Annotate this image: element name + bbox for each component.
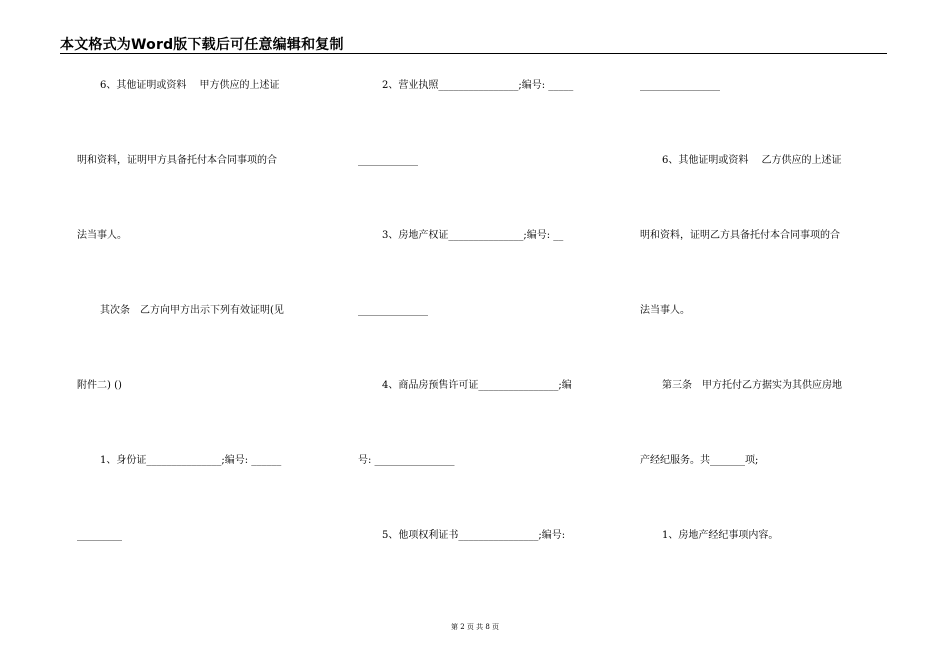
left-line-4: 其次条 乙方向甲方出示下列有效证明(见 <box>100 305 284 316</box>
header-divider <box>60 53 887 54</box>
middle-line-6: 号: ________________ <box>358 455 455 466</box>
right-line-4: 法当事人。 <box>640 305 690 316</box>
page-number-footer: 第 2 页 共 8 页 <box>450 623 500 631</box>
middle-line-1: 2、营业执照________________;编号: _____ <box>382 80 574 91</box>
left-line-3: 法当事人。 <box>77 230 127 241</box>
left-line-1: 6、其他证明或资料 甲方供应的上述证 <box>100 80 280 91</box>
right-line-2: 6、其他证明或资料 乙方供应的上述证 <box>662 155 842 166</box>
left-line-6: 1、身份证_______________;编号: ______ <box>100 455 282 466</box>
right-line-3: 明和资料，证明乙方具备托付本合同事项的合 <box>640 230 840 241</box>
right-line-6: 产经纪服务。共_______项; <box>640 455 759 466</box>
middle-line-3: 3、房地产权证_______________;编号: __ <box>382 230 564 241</box>
left-line-5: 附件二) () <box>77 380 122 391</box>
right-line-7: 1、房地产经纪事项内容。 <box>662 530 779 541</box>
left-line-7: _________ <box>77 530 122 541</box>
middle-line-5: 4、商品房预售许可证________________;编 <box>382 380 572 391</box>
right-line-1: ________________ <box>640 80 720 91</box>
right-line-5: 第三条 甲方托付乙方据实为其供应房地 <box>662 380 842 391</box>
middle-line-7: 5、他项权利证书________________;编号: <box>382 530 566 541</box>
document-header-title: 本文格式为Word版下载后可任意编辑和复制 <box>60 37 344 53</box>
left-line-2: 明和资料，证明甲方具备托付本合同事项的合 <box>77 155 277 166</box>
middle-line-4: ______________ <box>358 305 428 316</box>
middle-line-2: ____________ <box>358 155 418 166</box>
